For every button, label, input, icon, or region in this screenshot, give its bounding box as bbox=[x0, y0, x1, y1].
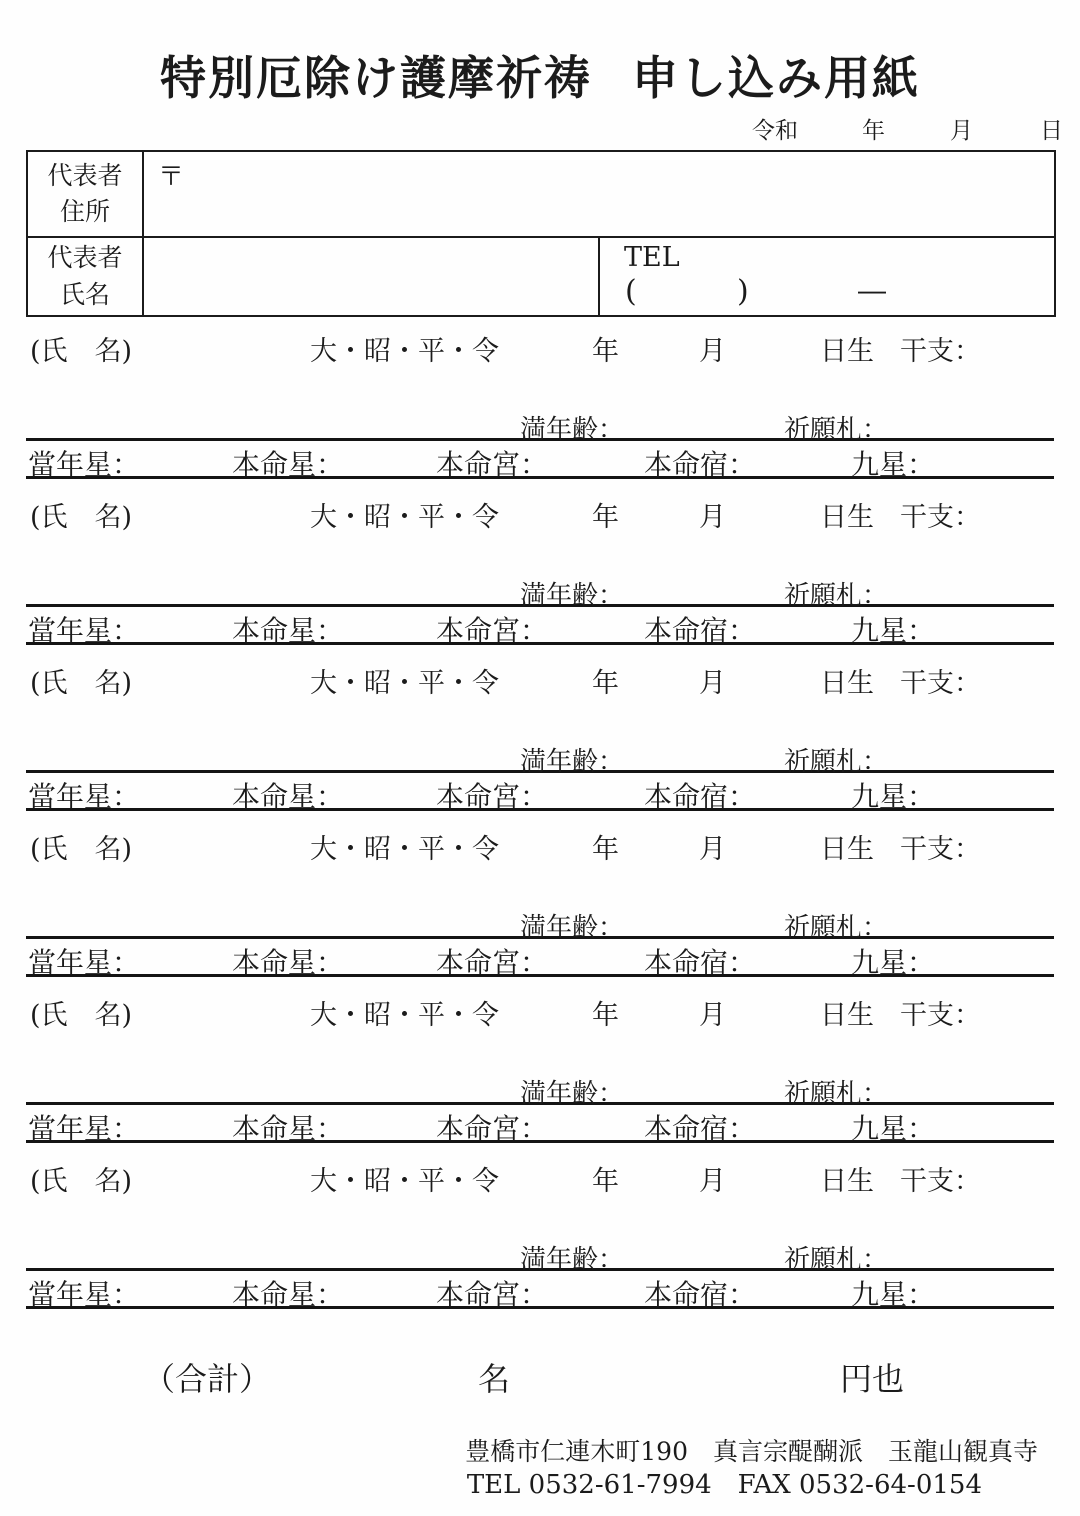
page-title-part1: 特別厄除け護摩祈祷 bbox=[160, 51, 592, 105]
birth-year-label: 年 bbox=[592, 336, 619, 367]
astrology-row bbox=[26, 609, 1054, 645]
age-talisman-row bbox=[26, 901, 1054, 943]
era-options-label: 大・昭・平・令 bbox=[310, 834, 499, 865]
birth-star-label: 本命星： bbox=[232, 1278, 345, 1311]
applicant-entry-block bbox=[0, 481, 1080, 647]
astrology-row bbox=[26, 1273, 1054, 1309]
full-age-label: 満年齢： bbox=[520, 1245, 625, 1275]
name-birthdate-row bbox=[26, 495, 1054, 531]
representative-name-row bbox=[27, 237, 1055, 316]
astrology-row bbox=[26, 1107, 1054, 1143]
nine-star-label: 九星： bbox=[851, 448, 936, 481]
applicant-name-label: (氏 名) bbox=[30, 668, 133, 699]
birth-month-label: 月 bbox=[699, 1166, 726, 1197]
name-birthdate-row bbox=[26, 1159, 1054, 1195]
page-title-part2: 申し込み用紙 bbox=[632, 51, 920, 105]
era-options-label: 大・昭・平・令 bbox=[310, 1000, 499, 1031]
day-born-label: 日生 bbox=[820, 336, 874, 367]
birth-month-label: 月 bbox=[699, 336, 726, 367]
day-born-label: 日生 bbox=[820, 834, 874, 865]
total-row bbox=[0, 1354, 1080, 1398]
birth-year-label: 年 bbox=[592, 668, 619, 699]
age-talisman-row bbox=[26, 1067, 1054, 1109]
year-label: 年 bbox=[862, 118, 885, 144]
zodiac-label: 干支： bbox=[900, 502, 981, 533]
full-age-label: 満年齢： bbox=[520, 1079, 625, 1109]
astrology-row bbox=[26, 941, 1054, 977]
prayer-tag-label: 祈願札： bbox=[784, 747, 889, 777]
postal-mark: 〒 bbox=[158, 162, 185, 192]
age-talisman-row bbox=[26, 403, 1054, 445]
day-born-label: 日生 bbox=[820, 668, 874, 699]
day-label: 日 bbox=[1040, 118, 1063, 144]
birth-star-label: 本命星： bbox=[232, 1112, 345, 1145]
current-year-star-label: 當年星： bbox=[28, 614, 141, 647]
name-birthdate-row bbox=[26, 661, 1054, 697]
zodiac-label: 干支： bbox=[900, 1000, 981, 1031]
current-year-star-label: 當年星： bbox=[28, 1112, 141, 1145]
nine-star-label: 九星： bbox=[851, 780, 936, 813]
current-year-star-label: 當年星： bbox=[28, 780, 141, 813]
tel-paren-open: ( bbox=[625, 274, 637, 309]
birth-month-label: 月 bbox=[699, 502, 726, 533]
representative-name-label bbox=[27, 237, 143, 316]
zodiac-label: 干支： bbox=[900, 834, 981, 865]
month-label: 月 bbox=[950, 118, 973, 144]
nine-star-label: 九星： bbox=[851, 1112, 936, 1145]
temple-contact-line: TEL 0532-61-7994 FAX 0532-64-0154 bbox=[466, 1470, 982, 1500]
tel-paren-close: ) bbox=[737, 274, 749, 309]
birth-star-label: 本命星： bbox=[232, 448, 345, 481]
birth-year-label: 年 bbox=[592, 1166, 619, 1197]
prayer-tag-label: 祈願札： bbox=[784, 913, 889, 943]
birth-month-label: 月 bbox=[699, 834, 726, 865]
age-talisman-row bbox=[26, 1233, 1054, 1275]
birth-lodge-label: 本命宿： bbox=[644, 1278, 757, 1311]
birth-year-label: 年 bbox=[592, 1000, 619, 1031]
birth-star-label: 本命星： bbox=[232, 946, 345, 979]
applicant-entry-blocks bbox=[0, 315, 1080, 1311]
name-birthdate-row bbox=[26, 827, 1054, 863]
representative-address-label-line2: 住所 bbox=[59, 197, 110, 226]
day-born-label: 日生 bbox=[820, 1000, 874, 1031]
full-age-label: 満年齢： bbox=[520, 913, 625, 943]
current-year-star-label: 當年星： bbox=[28, 946, 141, 979]
representative-name-label-line1: 代表者 bbox=[47, 243, 123, 273]
prayer-tag-label: 祈願札： bbox=[784, 1079, 889, 1109]
applicant-name-label: (氏 名) bbox=[30, 834, 133, 865]
applicant-entry-block bbox=[0, 813, 1080, 979]
birth-lodge-label: 本命宿： bbox=[644, 448, 757, 481]
zodiac-label: 干支： bbox=[900, 336, 981, 367]
birth-year-label: 年 bbox=[592, 502, 619, 533]
representative-address-row bbox=[27, 151, 1055, 237]
era-label: 令和 bbox=[752, 118, 798, 144]
astrology-row bbox=[26, 443, 1054, 479]
representative-address-field bbox=[143, 151, 1055, 237]
birth-lodge-label: 本命宿： bbox=[644, 946, 757, 979]
birth-lodge-label: 本命宿： bbox=[644, 614, 757, 647]
representative-name-label-line2: 氏名 bbox=[59, 279, 110, 309]
temple-address-line: 豊橋市仁連木町190 真言宗醍醐派 玉龍山観真寺 bbox=[465, 1437, 1038, 1466]
applicant-name-label: (氏 名) bbox=[30, 1000, 133, 1031]
birth-month-label: 月 bbox=[699, 1000, 726, 1031]
total-amount-unit: 円也 bbox=[840, 1360, 905, 1398]
telephone-field bbox=[599, 237, 1055, 316]
applicant-entry-block bbox=[0, 647, 1080, 813]
representative-address-label bbox=[27, 151, 143, 237]
nine-star-label: 九星： bbox=[851, 1278, 936, 1311]
birth-star-label: 本命星： bbox=[232, 780, 345, 813]
birth-lodge-label: 本命宿： bbox=[644, 780, 757, 813]
full-age-label: 満年齢： bbox=[520, 415, 625, 445]
current-year-star-label: 當年星： bbox=[28, 448, 141, 481]
full-age-label: 満年齢： bbox=[520, 581, 625, 611]
name-birthdate-row bbox=[26, 329, 1054, 365]
total-count-unit: 名 bbox=[478, 1360, 511, 1398]
zodiac-label: 干支： bbox=[900, 1166, 981, 1197]
prayer-tag-label: 祈願札： bbox=[784, 581, 889, 611]
birth-palace-label: 本命宮： bbox=[436, 1112, 549, 1145]
era-options-label: 大・昭・平・令 bbox=[310, 1166, 499, 1197]
tel-label: TEL bbox=[624, 242, 680, 273]
page-title bbox=[0, 42, 1080, 108]
total-label: （合計） bbox=[143, 1360, 272, 1398]
birth-palace-label: 本命宮： bbox=[436, 614, 549, 647]
applicant-name-label: (氏 名) bbox=[30, 502, 133, 533]
age-talisman-row bbox=[26, 735, 1054, 777]
birth-year-label: 年 bbox=[592, 834, 619, 865]
era-options-label: 大・昭・平・令 bbox=[310, 502, 499, 533]
birth-star-label: 本命星： bbox=[232, 614, 345, 647]
applicant-name-label: (氏 名) bbox=[30, 336, 133, 367]
applicant-entry-block bbox=[0, 1145, 1080, 1311]
name-birthdate-row bbox=[26, 993, 1054, 1029]
era-options-label: 大・昭・平・令 bbox=[310, 336, 499, 367]
applicant-entry-block bbox=[0, 979, 1080, 1145]
representative-table bbox=[26, 150, 1056, 317]
prayer-tag-label: 祈願札： bbox=[784, 415, 889, 445]
day-born-label: 日生 bbox=[820, 502, 874, 533]
birth-palace-label: 本命宮： bbox=[436, 448, 549, 481]
birth-palace-label: 本命宮： bbox=[436, 946, 549, 979]
representative-address-label-line1: 代表者 bbox=[47, 160, 123, 190]
age-talisman-row bbox=[26, 569, 1054, 611]
birth-palace-label: 本命宮： bbox=[436, 780, 549, 813]
astrology-row bbox=[26, 775, 1054, 811]
birth-month-label: 月 bbox=[699, 668, 726, 699]
nine-star-label: 九星： bbox=[851, 946, 936, 979]
tel-dash: ― bbox=[858, 274, 886, 307]
prayer-tag-label: 祈願札： bbox=[784, 1245, 889, 1275]
birth-lodge-label: 本命宿： bbox=[644, 1112, 757, 1145]
nine-star-label: 九星： bbox=[851, 614, 936, 647]
date-line bbox=[0, 112, 1080, 142]
birth-palace-label: 本命宮： bbox=[436, 1278, 549, 1311]
current-year-star-label: 當年星： bbox=[28, 1278, 141, 1311]
applicant-name-label: (氏 名) bbox=[30, 1166, 133, 1197]
era-options-label: 大・昭・平・令 bbox=[310, 668, 499, 699]
zodiac-label: 干支： bbox=[900, 668, 981, 699]
representative-name-field bbox=[143, 237, 599, 316]
full-age-label: 満年齢： bbox=[520, 747, 625, 777]
applicant-entry-block bbox=[0, 315, 1080, 481]
day-born-label: 日生 bbox=[820, 1166, 874, 1197]
